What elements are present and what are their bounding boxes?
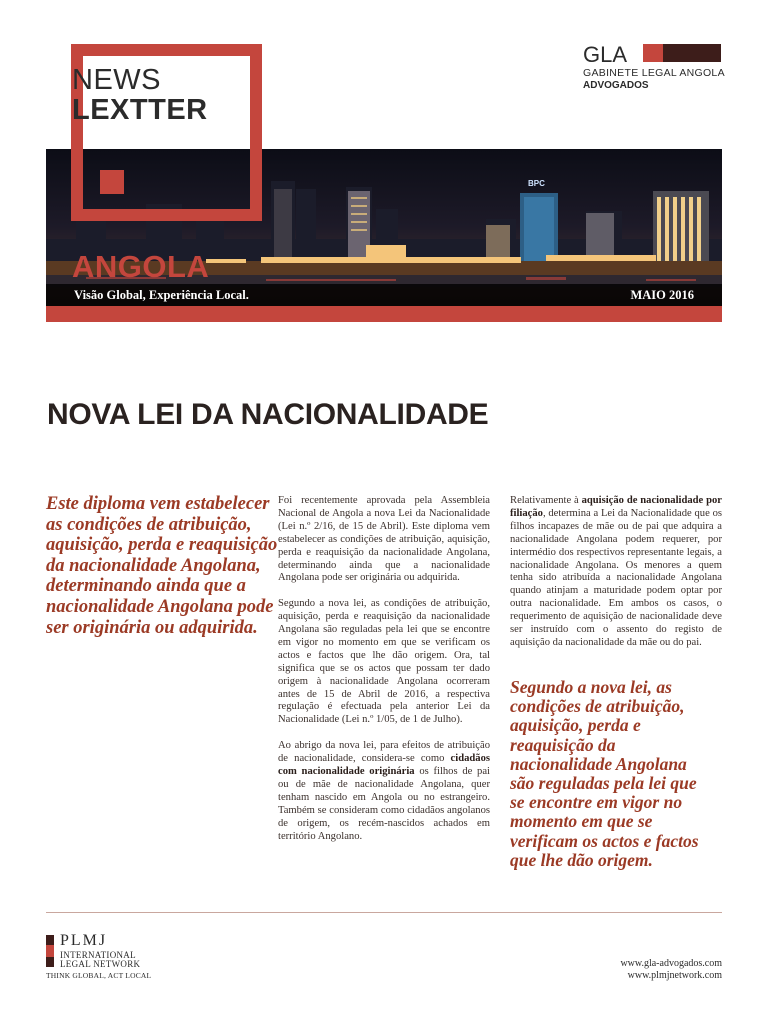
plmj-logo-bar-middle [46, 945, 54, 957]
banner-sign-text: BPC [528, 179, 545, 188]
masthead-lextter: LEXTTER [72, 94, 208, 126]
col1-p3-start: Ao abrigo da nova lei, para efeitos de atribuição de nacionalidade, considera-se como [278, 740, 490, 765]
article-lead: Este diploma vem estabelecer as condições de atribuição, aquisição, perda e reaquisição da nacionalidade Angolana, determinando ainda que a nacionalidade Angolana pode ser originária ou adquirida. [46, 494, 278, 638]
col1-paragraph-2: Segundo a nova lei, as condições de atribuição, aquisição, perda e reaquisição da nacionalidade Angolana são reguladas pela lei que se encontre em vigor no momento em que se verificam os actos e factos que lhe dão origem. Ora, tal significa que se os actos que possam ter dado origem à nacionalidade Angolana ocorreram antes de 15 de Abril de 2016, a respectiva regulação é efectuada pela anterior Lei da Nacionalidade (Lei n.º 1/05, de 1 de Julho). [278, 598, 490, 726]
gla-logo-dark-block [663, 44, 721, 62]
plmj-logo [46, 932, 196, 985]
plmj-logo-line-1: INTERNATIONAL [60, 950, 136, 960]
col2-paragraph-1 [510, 495, 722, 650]
col2-p1-start: Relativamente à [510, 495, 582, 506]
gla-logo-text: GLA [583, 42, 628, 67]
plmj-logo-line-2: LEGAL NETWORK [60, 959, 141, 969]
plmj-logo-bar-top [46, 935, 54, 945]
banner-red-strip [46, 306, 722, 322]
gla-logo-subtitle2: ADVOGADOS [583, 80, 649, 91]
col2-p1-end: , determina a Lei da Nacionalidade que os filhos incapazes de mãe ou de pai que adquira a nacionalidade Angolana podem requerer, por intermédio dos respectivos representante legais, a nacionalidade Angolana. Os menores a quem tenha sido atribuída a nacionalidade Angolana quando atinjam a maturidade podem optar por outra nacionalidade. Em ambos os casos, o requerimento de aquisição de nacionalidade deve ser instruído com o assento do registo de aquisição da nacionalidade da mãe ou do pai. [510, 507, 722, 648]
col1-p3-end: os filhos de pai ou de mãe de nacionalidade Angolana, quer tenham nascido em Angola ou no estrangeiro. Também se consideram como cidadãos angolanos de origem, os recém-nascidos achados em território Angolano. [278, 766, 491, 842]
plmj-logo-slogan: THINK GLOBAL, ACT LOCAL [46, 971, 152, 980]
pull-quote: Segundo a nova lei, as condições de atribuição, aquisição, perda e reaquisição da nacionalidade Angolana são reguladas pela lei que se encontre em vigor no momento em que se verificam os actos e factos que lhe dão origem. [510, 677, 699, 870]
link-plmj-website[interactable]: www.plmjnetwork.com [627, 970, 722, 981]
plmj-logo-name: PLMJ [60, 932, 108, 949]
footer-divider [46, 912, 722, 913]
article-column-2 [510, 495, 722, 663]
gla-logo-subtitle: GABINETE LEGAL ANGOLA [583, 67, 725, 79]
col1-p3-bold: cidadãos com nacionalidade originária [278, 753, 490, 777]
article-column-1 [278, 495, 490, 856]
article-title: NOVA LEI DA NACIONALIDADE [47, 398, 489, 431]
banner-country: ANGOLA [72, 249, 210, 284]
gla-logo-red-block [643, 44, 663, 62]
banner-tagline: Visão Global, Experiência Local. [74, 288, 249, 302]
col1-paragraph-3 [278, 740, 490, 843]
masthead-news: NEWS [72, 64, 161, 96]
col1-paragraph-1: Foi recentemente aprovada pela Assembleia Nacional de Angola a nova Lei da Nacionalidade (Lei n.º 2/16, de 15 de Abril). Este diploma vem estabelecer as condições de atribuição, aquisição, perda e reaquisição da nacionalidade Angolana, determinando ainda que a nacionalidade Angolana pode ser originária ou adquirida. [278, 495, 490, 584]
link-gla-website[interactable]: www.gla-advogados.com [620, 958, 722, 969]
gla-logo [583, 42, 723, 92]
footer-links [620, 958, 722, 982]
plmj-logo-bar-bottom [46, 957, 54, 967]
banner-date: MAIO 2016 [630, 288, 694, 302]
col2-p1-bold: aquisição de nacionalidade por filiação [510, 495, 722, 519]
